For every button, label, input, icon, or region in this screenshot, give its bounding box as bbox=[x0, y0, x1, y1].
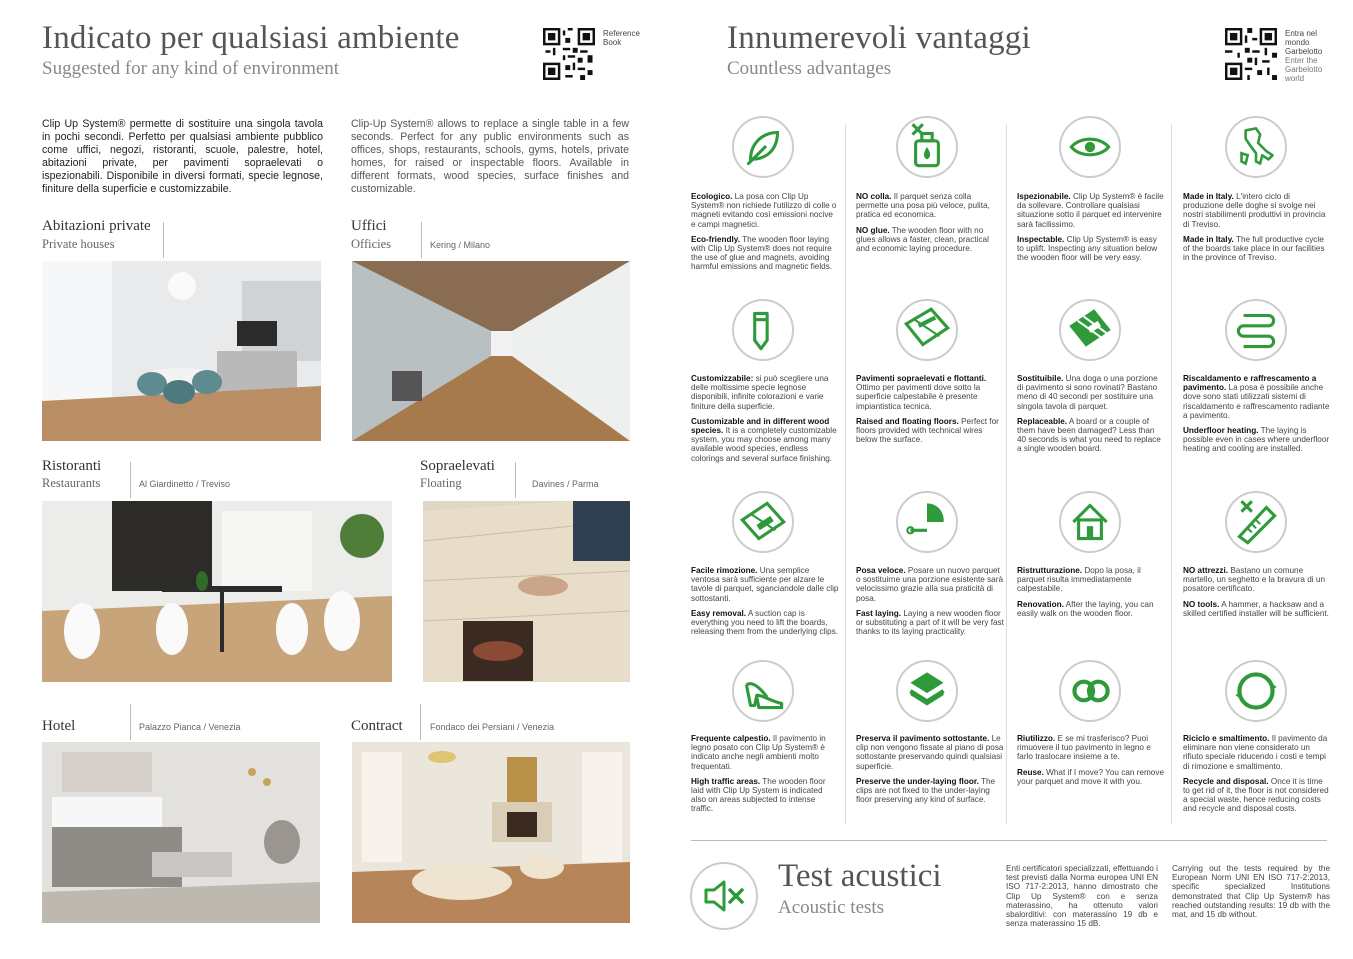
right-page-title: Innumerevoli vantaggi bbox=[727, 20, 1031, 56]
advantage-icon-badge bbox=[1059, 299, 1121, 361]
advantage-heading-italian: Customizzabile: bbox=[691, 374, 754, 383]
advantage-text-english bbox=[1183, 600, 1331, 618]
advantage-body-italian: La posa con Clip Up System® non richiede l'utilizzo di colle o magneti evitando così emissioni nocive e campi magnetici. bbox=[691, 192, 837, 229]
photo-restaurant bbox=[42, 501, 392, 682]
advantage-text-italian bbox=[856, 374, 1004, 411]
no-tools-icon bbox=[1227, 493, 1285, 551]
advantage-heading-italian: Sostituibile. bbox=[1017, 374, 1064, 383]
advantage-heading-italian: Posa veloce. bbox=[856, 566, 906, 575]
advantage-text-italian bbox=[1183, 734, 1331, 771]
advantage-body-english: Clip Up System® is easy to uplift. Inspecting any situation below the wooden floor will be very easy. bbox=[1017, 234, 1158, 263]
advantage-heading-english: Recycle and disposal. bbox=[1183, 776, 1269, 786]
advantage-icon-badge bbox=[1225, 299, 1287, 361]
raised-floor-icon bbox=[898, 301, 956, 359]
advantage-heading-english: NO glue. bbox=[856, 225, 890, 235]
advantage-heading-italian: Ristrutturazione. bbox=[1017, 566, 1083, 575]
advantage-text bbox=[691, 192, 839, 278]
advantage-heading-italian: Facile rimozione. bbox=[691, 566, 758, 575]
advantage-text-english bbox=[856, 777, 1004, 805]
advantage-text bbox=[1183, 566, 1331, 624]
advantage-body-italian: Ottimo per pavimenti dove sotto la superficie calpestabile è presente impiantistica tecnica. bbox=[856, 383, 981, 411]
acoustic-icon-badge bbox=[690, 862, 758, 930]
no-glue-icon bbox=[898, 118, 956, 176]
advantage-heading-english: High traffic areas. bbox=[691, 776, 761, 786]
advantage-icon-badge bbox=[732, 660, 794, 722]
advantage-text-italian bbox=[1017, 566, 1165, 594]
advantage-heading-italian: Ecologico. bbox=[691, 192, 733, 201]
section-divider bbox=[130, 462, 131, 498]
advantage-heading-english: Raised and floating floors. bbox=[856, 416, 959, 426]
advantage-heading-italian: Riscaldamento e raffrescamento a pavimento. bbox=[1183, 374, 1317, 393]
advantage-icon-badge bbox=[896, 660, 958, 722]
advantage-heading-italian: Riciclo e smaltimento. bbox=[1183, 734, 1270, 743]
advantage-text bbox=[856, 734, 1004, 810]
photo-hotel bbox=[42, 742, 320, 923]
speaker-mute-icon bbox=[692, 864, 756, 928]
advantage-body-english: A board or a couple of them have been damaged? Less than 40 seconds is what you need to replace a single wooden board. bbox=[1017, 416, 1161, 454]
section-title: Sopraelevati bbox=[420, 458, 495, 474]
advantage-body-english: Laying a new wooden floor or substituting a part of it will be very fast thanks to its laying practicality. bbox=[856, 608, 1004, 637]
advantage-text bbox=[691, 374, 839, 469]
advantage-text bbox=[1183, 734, 1331, 820]
advantage-heading-italian: NO attrezzi. bbox=[1183, 566, 1229, 575]
section-title: Hotel bbox=[42, 718, 76, 734]
section-separator bbox=[691, 840, 1327, 841]
qr-label-line: Reference bbox=[603, 29, 640, 38]
advantage-body-italian: Il pavimento in legno posato con Clip Up System® è indicato anche negli ambienti molto frequentati. bbox=[691, 734, 826, 771]
advantage-body-english: The laying is possible even in cases where underfloor heating and cooling are installed. bbox=[1183, 426, 1330, 454]
advantage-body-italian: si può scegliere una delle moltissime specie legnose disponibili, infinite colorazioni e varie finiture della superficie. bbox=[691, 374, 829, 411]
advantage-heading-english: Fast laying. bbox=[856, 608, 902, 618]
advantage-text-english bbox=[1017, 235, 1165, 263]
advantage-text bbox=[1183, 192, 1331, 268]
left-page-title: Indicato per qualsiasi ambiente bbox=[42, 20, 460, 56]
advantage-text-english bbox=[1183, 235, 1331, 263]
qr-label bbox=[1285, 29, 1322, 83]
advantage-text bbox=[856, 374, 1004, 450]
advantage-body-english: After the laying, you can easily walk on the wooden floor. bbox=[1017, 599, 1154, 618]
column-divider bbox=[1006, 124, 1007, 824]
advantage-text-english bbox=[691, 609, 839, 637]
column-divider bbox=[1171, 124, 1172, 824]
advantage-text-italian bbox=[1017, 734, 1165, 762]
advantage-heading-english: Reuse. bbox=[1017, 767, 1044, 777]
qr-code-garbelotto-world[interactable] bbox=[1225, 28, 1277, 80]
advantage-text-english bbox=[1017, 768, 1165, 786]
advantage-body-english: The wooden floor laying with Clip Up System® does not require the use of glue and magnets, avoiding harmful emissions and magnetic fields. bbox=[691, 234, 833, 272]
section-divider bbox=[163, 222, 164, 258]
qr-label-line: Enter the bbox=[1285, 56, 1318, 65]
advantage-icon-badge bbox=[896, 299, 958, 361]
acoustic-text-italian: Enti certificatori specializzati, effettuando i test previsti dalla Norma europea UNI EN ISO 717-2:2013, hanno dimostrato che Clip Up System® con e senza materassino, ha ottenuto valori sbalorditivi: con materassino 19 db e senza materassino 15 dB. bbox=[1006, 864, 1158, 929]
advantage-text-english bbox=[691, 417, 839, 463]
section-caption: Kering / Milano bbox=[430, 240, 491, 250]
section-subtitle: Restaurants bbox=[42, 476, 101, 490]
section-title: Abitazioni private bbox=[42, 218, 151, 234]
advantage-icon-badge bbox=[732, 299, 794, 361]
advantage-icon-badge bbox=[732, 116, 794, 178]
advantage-body-italian: L'intero ciclo di produzione delle doghe si svolge nei nostri stabilimenti produttivi in provincia di Treviso. bbox=[1183, 192, 1326, 229]
advantage-heading-english: Inspectable. bbox=[1017, 234, 1065, 244]
section-divider bbox=[420, 704, 421, 740]
photo-private-house bbox=[42, 261, 321, 441]
advantage-heading-english: Renovation. bbox=[1017, 599, 1064, 609]
qr-label-line: Book bbox=[603, 38, 622, 47]
advantage-heading-english: Replaceable. bbox=[1017, 416, 1068, 426]
advantage-text-italian bbox=[1017, 374, 1165, 411]
acoustic-title: Test acustici bbox=[778, 858, 942, 894]
advantage-body-italian: Bastano un comune martello, un seghetto e la bravura di un posatore certificato. bbox=[1183, 566, 1326, 594]
photo-contract bbox=[352, 742, 630, 923]
advantage-body-italian: La posa è possibile anche dove sono stati utilizzati sistemi di riscaldamento e raffrescamento radiante a pavimento. bbox=[1183, 383, 1330, 420]
advantage-text bbox=[1017, 192, 1165, 268]
qr-label bbox=[603, 29, 640, 47]
advantage-body-english: The wooden floor with no glues allows a faster, clean, practical and economic laying procedure. bbox=[856, 225, 989, 254]
advantage-text-italian bbox=[1183, 192, 1331, 229]
advantage-text bbox=[1183, 374, 1331, 460]
advantage-text-italian bbox=[1183, 374, 1331, 420]
photo-offices bbox=[352, 261, 630, 441]
advantage-heading-italian: Preserva il pavimento sottostante. bbox=[856, 734, 990, 743]
advantage-icon-badge bbox=[1225, 660, 1287, 722]
advantage-text-italian bbox=[1183, 566, 1331, 594]
advantage-text bbox=[856, 566, 1004, 642]
advantage-text-english bbox=[1017, 417, 1165, 454]
right-page-subtitle: Countless advantages bbox=[727, 58, 892, 79]
advantage-heading-italian: Frequente calpestio. bbox=[691, 734, 771, 743]
advantage-heading-italian: Riutilizzo. bbox=[1017, 734, 1056, 743]
advantage-icon-badge bbox=[1225, 491, 1287, 553]
advantage-body-italian: Il parquet senza colla permette una posa più veloce, pulita, pratica ed economica. bbox=[856, 192, 990, 220]
qr-code-reference-book[interactable] bbox=[543, 28, 595, 80]
section-subtitle: Floating bbox=[420, 476, 462, 490]
advantage-text-italian bbox=[856, 192, 1004, 220]
house-icon bbox=[1061, 493, 1119, 551]
advantage-text-italian bbox=[1017, 192, 1165, 229]
advantage-heading-english: Preserve the under-laying floor. bbox=[856, 776, 979, 786]
advantage-body-english: The clips are not fixed to the under-laying floor preserving any kind of surface. bbox=[856, 776, 996, 805]
qr-label-line: Garbelotto bbox=[1285, 47, 1323, 56]
advantage-text-italian bbox=[691, 734, 839, 771]
qr-label-line: Garbelotto bbox=[1285, 65, 1323, 74]
left-page-subtitle: Suggested for any kind of environment bbox=[42, 58, 340, 79]
recycle-icon bbox=[1227, 662, 1285, 720]
intro-english: Clip-Up System® allows to replace a single table in a few seconds. Perfect for any public environments such as offices, shops, restaurants, schools, gyms, hotels, private homes, for raised or inspectable floors. Available in different formats, wood species, surface finishes and customizable. bbox=[351, 118, 629, 195]
advantage-text-english bbox=[856, 226, 1004, 254]
advantage-text-english bbox=[1183, 777, 1331, 814]
advantage-body-english: What if I move? You can remove your parquet and move it with you. bbox=[1017, 767, 1165, 786]
heating-coil-icon bbox=[1227, 301, 1285, 359]
suction-cup-icon bbox=[734, 493, 792, 551]
advantage-text-italian bbox=[691, 374, 839, 411]
stopwatch-icon bbox=[898, 493, 956, 551]
photo-floating-floor bbox=[423, 501, 630, 682]
section-caption: Davines / Parma bbox=[532, 479, 599, 489]
advantage-body-english: A suction cap is everything you need to lift the boards, releasing them from the underlying clips. bbox=[691, 608, 838, 637]
advantage-text bbox=[691, 734, 839, 820]
advantage-heading-english: Made in Italy. bbox=[1183, 234, 1234, 244]
advantage-heading-english: Eco-friendly. bbox=[691, 234, 740, 244]
advantage-heading-italian: NO colla. bbox=[856, 192, 892, 201]
leaf-icon bbox=[734, 118, 792, 176]
section-divider bbox=[515, 462, 516, 498]
advantage-heading-english: Customizable and in different wood species. bbox=[691, 416, 830, 436]
advantage-heading-italian: Ispezionabile. bbox=[1017, 192, 1071, 201]
advantage-body-italian: Una doga o una porzione di pavimento si sono rovinati? Bastano meno di 40 secondi per sostituire una singola tavola di parquet. bbox=[1017, 374, 1158, 411]
advantage-text-italian bbox=[691, 566, 839, 603]
replace-board-icon bbox=[1061, 301, 1119, 359]
advantage-body-italian: Dopo la posa, il parquet risulta immediatamente calpestabile. bbox=[1017, 566, 1141, 594]
advantage-body-english: The wooden floor laid with Clip Up System is indicated also on areas subjected to intense traffic. bbox=[691, 776, 826, 814]
advantage-body-italian: Il pavimento da eliminare non viene considerato un rifiuto speciale riducendo i costi e tempi di rimozione e smaltimento. bbox=[1183, 734, 1328, 771]
advantage-text-english bbox=[691, 777, 839, 814]
advantage-body-english: Once it is time to get rid of it, the floor is not considered a special waste, hence reducing costs and recycle and disposal costs. bbox=[1183, 776, 1329, 814]
advantage-body-italian: E se mi trasferisco? Puoi rimuovere il tuo pavimento in legno e farlo traslocare insieme a te. bbox=[1017, 734, 1151, 762]
advantage-text bbox=[691, 566, 839, 642]
acoustic-text-english: Carrying out the tests required by the European Norm UNI EN ISO 717-2:2013, specific specialized Institutions demonstrated that Clip Up System® has reached outstanding results: 19 db with the mat, and 15 db without. bbox=[1172, 864, 1330, 920]
advantage-text bbox=[1017, 566, 1165, 624]
pencil-icon bbox=[734, 301, 792, 359]
qr-label-line: Entra nel bbox=[1285, 29, 1318, 38]
section-title: Ristoranti bbox=[42, 458, 102, 474]
advantage-body-english: Perfect for floors provided with technical wires below the surface. bbox=[856, 416, 999, 445]
advantage-heading-english: Underfloor heating. bbox=[1183, 426, 1259, 436]
acoustic-subtitle: Acoustic tests bbox=[778, 897, 885, 918]
section-subtitle: Private houses bbox=[42, 237, 115, 251]
section-divider bbox=[130, 704, 131, 740]
advantage-text-english bbox=[691, 235, 839, 272]
advantage-icon-badge bbox=[896, 491, 958, 553]
eye-icon bbox=[1061, 118, 1119, 176]
advantage-text-italian bbox=[691, 192, 839, 229]
advantage-text-english bbox=[856, 417, 1004, 445]
advantage-text bbox=[856, 192, 1004, 259]
qr-label-line: mondo bbox=[1285, 38, 1310, 47]
advantage-text bbox=[1017, 374, 1165, 460]
advantage-body-english: The full productive cycle of the boards take place in our facilities in the province of Treviso. bbox=[1183, 234, 1325, 263]
section-caption: Al Giardinetto / Treviso bbox=[139, 479, 231, 489]
advantage-heading-english: Easy removal. bbox=[691, 608, 747, 618]
section-title: Uffici bbox=[351, 218, 387, 234]
layers-icon bbox=[898, 662, 956, 720]
advantage-body-italian: Posare un nuovo parquet o sostituirne una porzione esistente sarà velocissimo grazie alla sua praticità di posa. bbox=[856, 566, 1004, 603]
advantage-body-italian: Una semplice ventosa sarà sufficiente per alzare le tavole di parquet, sganciandole dalle clip sottostanti. bbox=[691, 566, 839, 603]
advantage-icon-badge bbox=[1059, 660, 1121, 722]
italy-map-icon bbox=[1227, 118, 1285, 176]
advantage-icon-badge bbox=[732, 491, 794, 553]
advantage-icon-badge bbox=[1225, 116, 1287, 178]
section-divider bbox=[421, 222, 422, 258]
advantage-heading-italian: Pavimenti sopraelevati e flottanti. bbox=[856, 374, 987, 383]
advantage-text-english bbox=[1183, 426, 1331, 454]
high-heel-icon bbox=[734, 662, 792, 720]
advantage-text-italian bbox=[856, 734, 1004, 771]
section-caption: Palazzo Pianca / Venezia bbox=[139, 722, 241, 732]
advantage-heading-english: NO tools. bbox=[1183, 599, 1220, 609]
section-title: Contract bbox=[351, 718, 403, 734]
advantage-body-italian: Le clip non vengono fissate al piano di posa sottostante preservando quindi qualsiasi superficie. bbox=[856, 734, 1004, 771]
advantage-text bbox=[1017, 734, 1165, 792]
advantage-text-english bbox=[856, 609, 1004, 637]
qr-label-line: world bbox=[1285, 74, 1305, 83]
advantage-icon-badge bbox=[896, 116, 958, 178]
advantage-body-english: A hammer, a hacksaw and a skilled certified installer will be sufficient. bbox=[1183, 599, 1329, 618]
column-divider bbox=[845, 124, 846, 824]
reuse-icon bbox=[1061, 662, 1119, 720]
section-subtitle: Officies bbox=[351, 237, 392, 251]
advantage-text-italian bbox=[856, 566, 1004, 603]
advantage-text-english bbox=[1017, 600, 1165, 618]
advantage-body-english: It is a completely customizable system, you may choose among many available wood species, endless colorings and several surface finishing. bbox=[691, 426, 837, 463]
advantage-icon-badge bbox=[1059, 491, 1121, 553]
intro-italian: Clip Up System® permette di sostituire una singola tavola in pochi secondi. Perfetto per qualsiasi ambiente pubblico come uffici, negozi, ristoranti, scuole, palestre, hotel, abitazioni private, per pavimenti sopraelevati o ispezionabili. Disponibile in diversi formati, specie legnose, finiture della superficie e customizzabile. bbox=[42, 118, 323, 195]
advantage-body-italian: Clip Up System® è facile da sollevare. Controllare qualsiasi situazione sotto il parquet ed intervenire sarà facilissimo. bbox=[1017, 192, 1164, 229]
advantage-heading-italian: Made in Italy. bbox=[1183, 192, 1234, 201]
section-caption: Fondaco dei Persiani / Venezia bbox=[430, 722, 555, 732]
advantage-icon-badge bbox=[1059, 116, 1121, 178]
